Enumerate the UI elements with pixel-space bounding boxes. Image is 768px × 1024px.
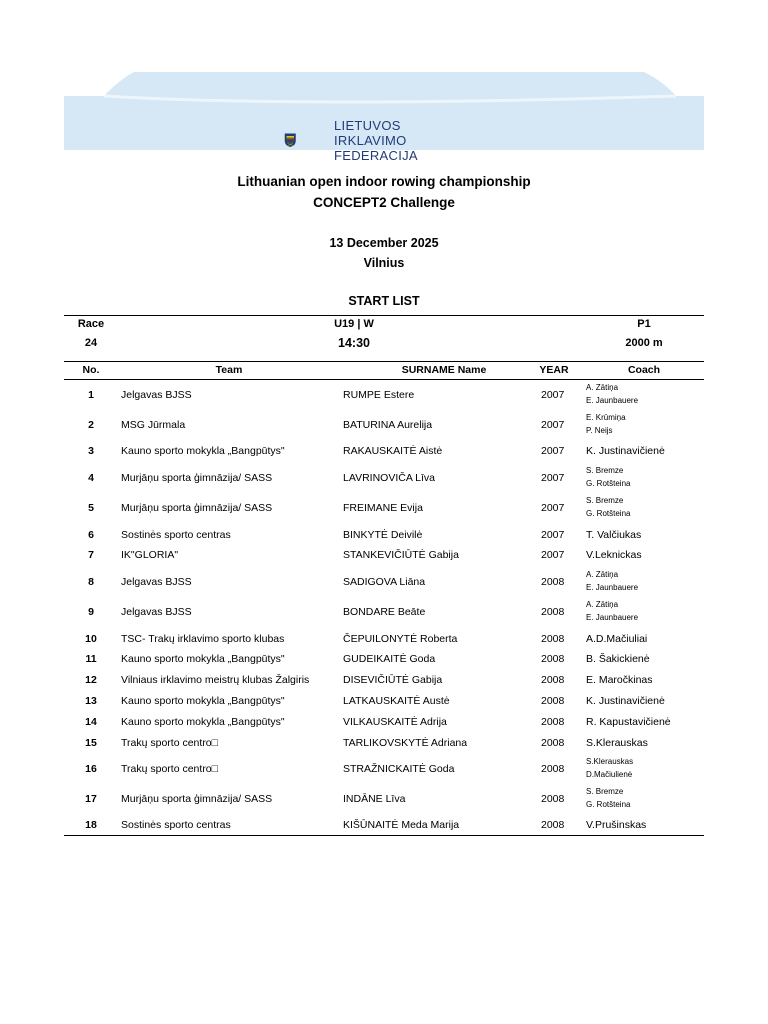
team-name: Jelgavas BJSS bbox=[121, 606, 192, 618]
team-name: Sostinės sporto centras bbox=[121, 529, 231, 541]
row-number: 6 bbox=[88, 529, 94, 541]
coach-name: S. Bremze bbox=[586, 496, 624, 505]
start-list-title: START LIST bbox=[348, 294, 420, 308]
table-row bbox=[64, 495, 704, 521]
team-name: Trakų sporto centro□ bbox=[121, 737, 218, 749]
event-city: Vilnius bbox=[363, 256, 405, 270]
table-row bbox=[64, 786, 704, 812]
table-row bbox=[64, 527, 704, 543]
athlete-name: BINKYTĖ Deivilė bbox=[343, 529, 423, 541]
athlete-name: INDĀNE Līva bbox=[343, 793, 406, 805]
team-name: Kauno sporto mokykla „Bangpūtys" bbox=[121, 716, 285, 728]
row-number: 16 bbox=[85, 763, 97, 775]
table-row bbox=[64, 714, 704, 730]
race-number: 24 bbox=[84, 337, 98, 349]
coach-name: S. Bremze bbox=[586, 787, 624, 796]
race-time: 14:30 bbox=[338, 336, 370, 350]
row-number: 18 bbox=[85, 819, 97, 831]
athlete-name: FREIMANE Evija bbox=[343, 502, 423, 514]
athlete-name: LATKAUSKAITĖ Austė bbox=[343, 695, 450, 707]
divider bbox=[64, 379, 704, 380]
table-row bbox=[64, 443, 704, 459]
team-name: IK"GLORIA" bbox=[121, 549, 179, 561]
row-number: 10 bbox=[85, 633, 97, 645]
athlete-name: LAVRINOVIČA Līva bbox=[343, 472, 436, 484]
team-name: Jelgavas BJSS bbox=[121, 576, 192, 588]
birth-year: 2008 bbox=[541, 716, 565, 728]
coach-name: S. Bremze bbox=[586, 466, 624, 475]
birth-year: 2008 bbox=[541, 576, 565, 588]
coach-name: G. Rotšteina bbox=[586, 800, 631, 809]
athlete-name: SADIGOVA Liāna bbox=[343, 576, 426, 588]
table-row bbox=[64, 756, 704, 782]
row-number: 8 bbox=[88, 576, 94, 588]
birth-year: 2008 bbox=[541, 606, 565, 618]
team-name: Kauno sporto mokykla „Bangpūtys" bbox=[121, 445, 285, 457]
athlete-name: KIŠŪNAITĖ Meda Marija bbox=[343, 819, 460, 831]
athlete-name: BONDARE Beāte bbox=[343, 606, 426, 618]
birth-year: 2008 bbox=[541, 763, 565, 775]
team-name: TSC- Trakų irklavimo sporto klubas bbox=[121, 633, 285, 645]
table-row bbox=[64, 465, 704, 491]
birth-year: 2007 bbox=[541, 529, 565, 541]
table-row bbox=[64, 599, 704, 625]
birth-year: 2008 bbox=[541, 653, 565, 665]
row-number: 3 bbox=[88, 445, 94, 457]
coach-name: S.Klerauskas bbox=[586, 737, 648, 749]
coach-name: E. Jaunbauere bbox=[586, 613, 639, 622]
athlete-name: GUDEIKAITĖ Goda bbox=[343, 653, 436, 665]
row-number: 4 bbox=[88, 472, 94, 484]
col-coach: Coach bbox=[627, 364, 661, 376]
table-row bbox=[64, 735, 704, 751]
federation-logo bbox=[284, 110, 334, 170]
table-row bbox=[64, 651, 704, 667]
coach-name: P. Neijs bbox=[586, 426, 613, 435]
coach-name: E. Maročkinas bbox=[586, 674, 653, 686]
athlete-name: VILKAUSKAITĖ Adrija bbox=[343, 716, 447, 728]
birth-year: 2008 bbox=[541, 674, 565, 686]
coach-name: V.Prušinskas bbox=[586, 819, 647, 831]
col-team: Team bbox=[215, 364, 243, 376]
coach-name: K. Justinavičienė bbox=[586, 695, 665, 707]
coach-name: S.Klerauskas bbox=[586, 757, 634, 766]
birth-year: 2008 bbox=[541, 633, 565, 645]
birth-year: 2007 bbox=[541, 389, 565, 401]
athlete-name: STRAŽNICKAITĖ Goda bbox=[343, 763, 455, 775]
athlete-name: ČEPUILONYTĖ Roberta bbox=[343, 633, 458, 645]
team-name: Kauno sporto mokykla „Bangpūtys" bbox=[121, 695, 285, 707]
birth-year: 2008 bbox=[541, 793, 565, 805]
coach-name: K. Justinavičienė bbox=[586, 445, 665, 457]
race-distance: 2000 m bbox=[625, 337, 663, 349]
birth-year: 2008 bbox=[541, 695, 565, 707]
row-number: 17 bbox=[85, 793, 97, 805]
table-row bbox=[64, 817, 704, 833]
coach-name: R. Kapustavičienė bbox=[586, 716, 671, 728]
birth-year: 2008 bbox=[541, 737, 565, 749]
col-no: No. bbox=[82, 364, 100, 376]
row-number: 5 bbox=[88, 502, 94, 514]
table-row bbox=[64, 631, 704, 647]
divider bbox=[64, 315, 704, 316]
coach-name: B. Šakickienė bbox=[586, 653, 650, 665]
birth-year: 2007 bbox=[541, 549, 565, 561]
birth-year: 2007 bbox=[541, 502, 565, 514]
coach-name: V.Leknickas bbox=[586, 549, 642, 561]
birth-year: 2007 bbox=[541, 472, 565, 484]
table-row bbox=[64, 672, 704, 688]
team-name: Murjāņu sporta ģimnāzija/ SASS bbox=[121, 502, 273, 514]
team-name: Trakų sporto centro□ bbox=[121, 763, 218, 775]
row-number: 1 bbox=[88, 389, 94, 401]
team-name: Vilniaus irklavimo meistrų klubas Žalgiris bbox=[121, 674, 310, 686]
race-label: Race bbox=[77, 318, 105, 330]
table-row bbox=[64, 412, 704, 438]
coach-name: A. Zātiņa bbox=[586, 600, 619, 609]
col-name: SURNAME Name bbox=[401, 364, 487, 376]
birth-year: 2007 bbox=[541, 445, 565, 457]
table-row bbox=[64, 569, 704, 595]
event-date: 13 December 2025 bbox=[329, 236, 439, 250]
coach-name: D.Mačiulienė bbox=[586, 770, 633, 779]
row-number: 11 bbox=[85, 653, 97, 665]
row-number: 2 bbox=[88, 419, 94, 431]
athlete-name: RUMPE Estere bbox=[343, 389, 415, 401]
row-number: 7 bbox=[88, 549, 94, 561]
boat-class: P1 bbox=[637, 318, 651, 330]
athlete-name: DISEVIČIŪTĖ Gabija bbox=[343, 674, 443, 686]
table-row bbox=[64, 693, 704, 709]
divider bbox=[64, 361, 704, 362]
coach-name: G. Rotšteina bbox=[586, 479, 631, 488]
row-number: 15 bbox=[85, 737, 97, 749]
coach-name: A. Zātiņa bbox=[586, 383, 619, 392]
coach-name: E. Jaunbauere bbox=[586, 396, 639, 405]
athlete-name: RAKAUSKAITĖ Aistė bbox=[343, 445, 443, 457]
table-bottom-border bbox=[64, 835, 704, 836]
athlete-name: STANKEVIČIŪTĖ Gabija bbox=[343, 549, 459, 561]
row-number: 9 bbox=[88, 606, 94, 618]
athlete-name: BATURINA Aurelija bbox=[343, 419, 433, 431]
table-row bbox=[64, 382, 704, 408]
team-name: Murjāņu sporta ģimnāzija/ SASS bbox=[121, 472, 273, 484]
logo-text: LIETUVOS IRKLAVIMO FEDERACIJA bbox=[334, 118, 418, 163]
team-name: Kauno sporto mokykla „Bangpūtys" bbox=[121, 653, 285, 665]
athlete-name: TARLIKOVSKYTĖ Adriana bbox=[343, 737, 468, 749]
coach-name: E. Krūmiņa bbox=[586, 413, 626, 422]
coach-name: A. Zātiņa bbox=[586, 570, 619, 579]
coach-name: E. Jaunbauere bbox=[586, 583, 639, 592]
coach-name: A.D.Mačiuliai bbox=[586, 633, 648, 645]
birth-year: 2007 bbox=[541, 419, 565, 431]
team-name: MSG Jūrmala bbox=[121, 419, 186, 431]
row-number: 12 bbox=[85, 674, 97, 686]
coach-name: G. Rotšteina bbox=[586, 509, 631, 518]
row-number: 13 bbox=[85, 695, 97, 707]
team-name: Sostinės sporto centras bbox=[121, 819, 231, 831]
birth-year: 2008 bbox=[541, 819, 565, 831]
row-number: 14 bbox=[85, 716, 97, 728]
table-row bbox=[64, 547, 704, 563]
team-name: Jelgavas BJSS bbox=[121, 389, 192, 401]
title-line-2: CONCEPT2 Challenge bbox=[313, 195, 455, 210]
col-year: YEAR bbox=[539, 364, 569, 376]
title-line-1: Lithuanian open indoor rowing championship bbox=[237, 174, 531, 189]
team-name: Murjāņu sporta ģimnāzija/ SASS bbox=[121, 793, 273, 805]
coach-name: T. Valčiukas bbox=[586, 529, 642, 541]
